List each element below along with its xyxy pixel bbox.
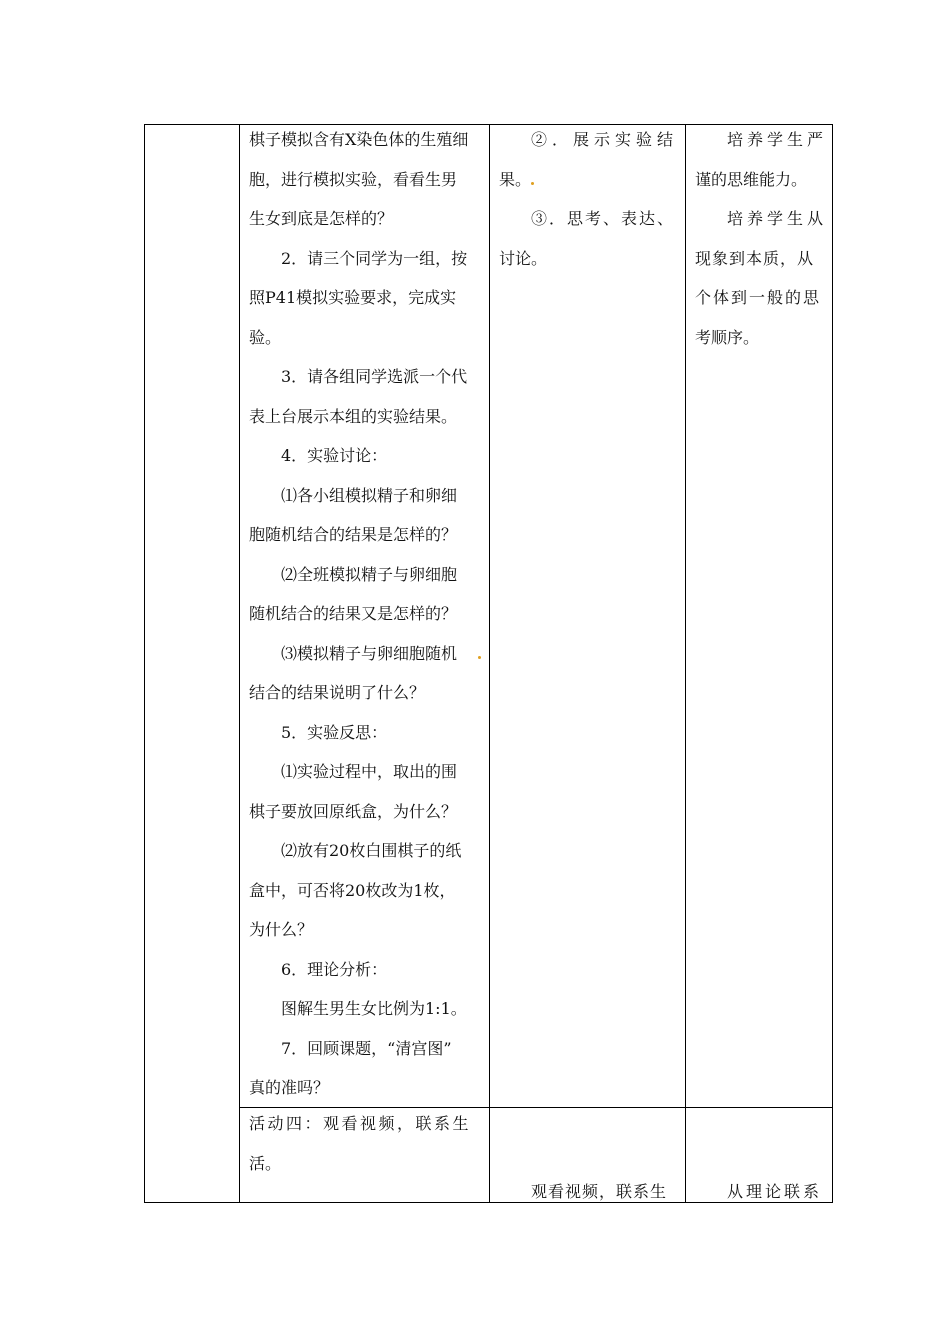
text-line: 验。 <box>249 327 282 347</box>
text-line: 胞，进行模拟实验，看看生男 <box>249 169 458 189</box>
text-line: 照P41模拟实验要求，完成实 <box>249 288 457 307</box>
text-line: 5．实验反思： <box>281 722 388 742</box>
text-line: 2．请三个同学为一组，按 <box>281 248 468 268</box>
watch-video-cell <box>499 1172 677 1212</box>
text-line: 6．理论分析： <box>281 959 388 979</box>
text-line: 讨论。 <box>499 248 548 268</box>
mark-dot <box>478 656 481 659</box>
text-line: 观看视频，联系生 <box>531 1182 668 1201</box>
text-line: 胞随机结合的结果是怎样的？ <box>249 525 458 544</box>
text-line: ⑴实验过程中，取出的围 <box>281 762 458 781</box>
student-activity-cell <box>499 120 677 278</box>
text-line: 4．实验讨论： <box>281 446 388 465</box>
design-intent-cell <box>695 120 828 357</box>
text-line: 棋子模拟含有X染色体的生殖细 <box>249 130 469 149</box>
text-line: 从理论联系 <box>727 1182 823 1201</box>
text-line: 棋子要放回原纸盒，为什么？ <box>249 801 458 821</box>
text-line: 3．请各组同学选派一个代 <box>281 367 468 386</box>
table-right-border <box>832 124 833 1203</box>
text-line: 为什么？ <box>249 920 314 939</box>
mark-dot <box>531 182 534 185</box>
teacher-activity-cell <box>249 120 481 1108</box>
text-line: 活。 <box>249 1153 282 1173</box>
text-line: 个体到一般的思 <box>695 288 822 307</box>
text-line: 结合的结果说明了什么？ <box>249 683 426 702</box>
text-line: ⑴各小组模拟精子和卵细 <box>281 485 458 505</box>
text-line: 图解生男生女比例为1:1。 <box>281 999 467 1018</box>
text-line: ②．展示实验结 <box>531 130 679 149</box>
col-divider-1 <box>239 124 240 1203</box>
text-line: ⑵放有20枚白围棋子的纸 <box>281 841 462 860</box>
text-line: 生女到底是怎样的？ <box>249 209 394 228</box>
col-divider-2 <box>489 124 490 1203</box>
text-line: 果。 <box>499 169 532 189</box>
theory-link-cell <box>695 1172 825 1212</box>
text-line: 随机结合的结果又是怎样的？ <box>249 604 458 623</box>
text-line: 培养学生严 <box>727 130 828 149</box>
text-line: 盒中，可否将20枚改为1枚， <box>249 880 456 900</box>
text-line: 真的准吗？ <box>249 1078 330 1097</box>
text-line: 考顺序。 <box>695 327 760 347</box>
text-line: ⑶模拟精子与卵细胞随机 <box>281 643 458 663</box>
text-line: 活动四：观看视频，联系生 <box>249 1114 472 1133</box>
text-line: 7．回顾课题，“清宫图” <box>281 1038 452 1058</box>
col-divider-3 <box>685 124 686 1203</box>
text-line: 培养学生从 <box>727 209 828 228</box>
table-left-border <box>144 124 145 1203</box>
text-line: ③．思考、表达、 <box>531 209 676 228</box>
text-line: 现象到本质，从 <box>695 248 815 268</box>
text-line: 表上台展示本组的实验结果。 <box>249 406 458 426</box>
activity-four-cell <box>249 1104 481 1183</box>
text-line: ⑵全班模拟精子与卵细胞 <box>281 564 458 584</box>
text-line: 谨的思维能力。 <box>695 169 808 189</box>
